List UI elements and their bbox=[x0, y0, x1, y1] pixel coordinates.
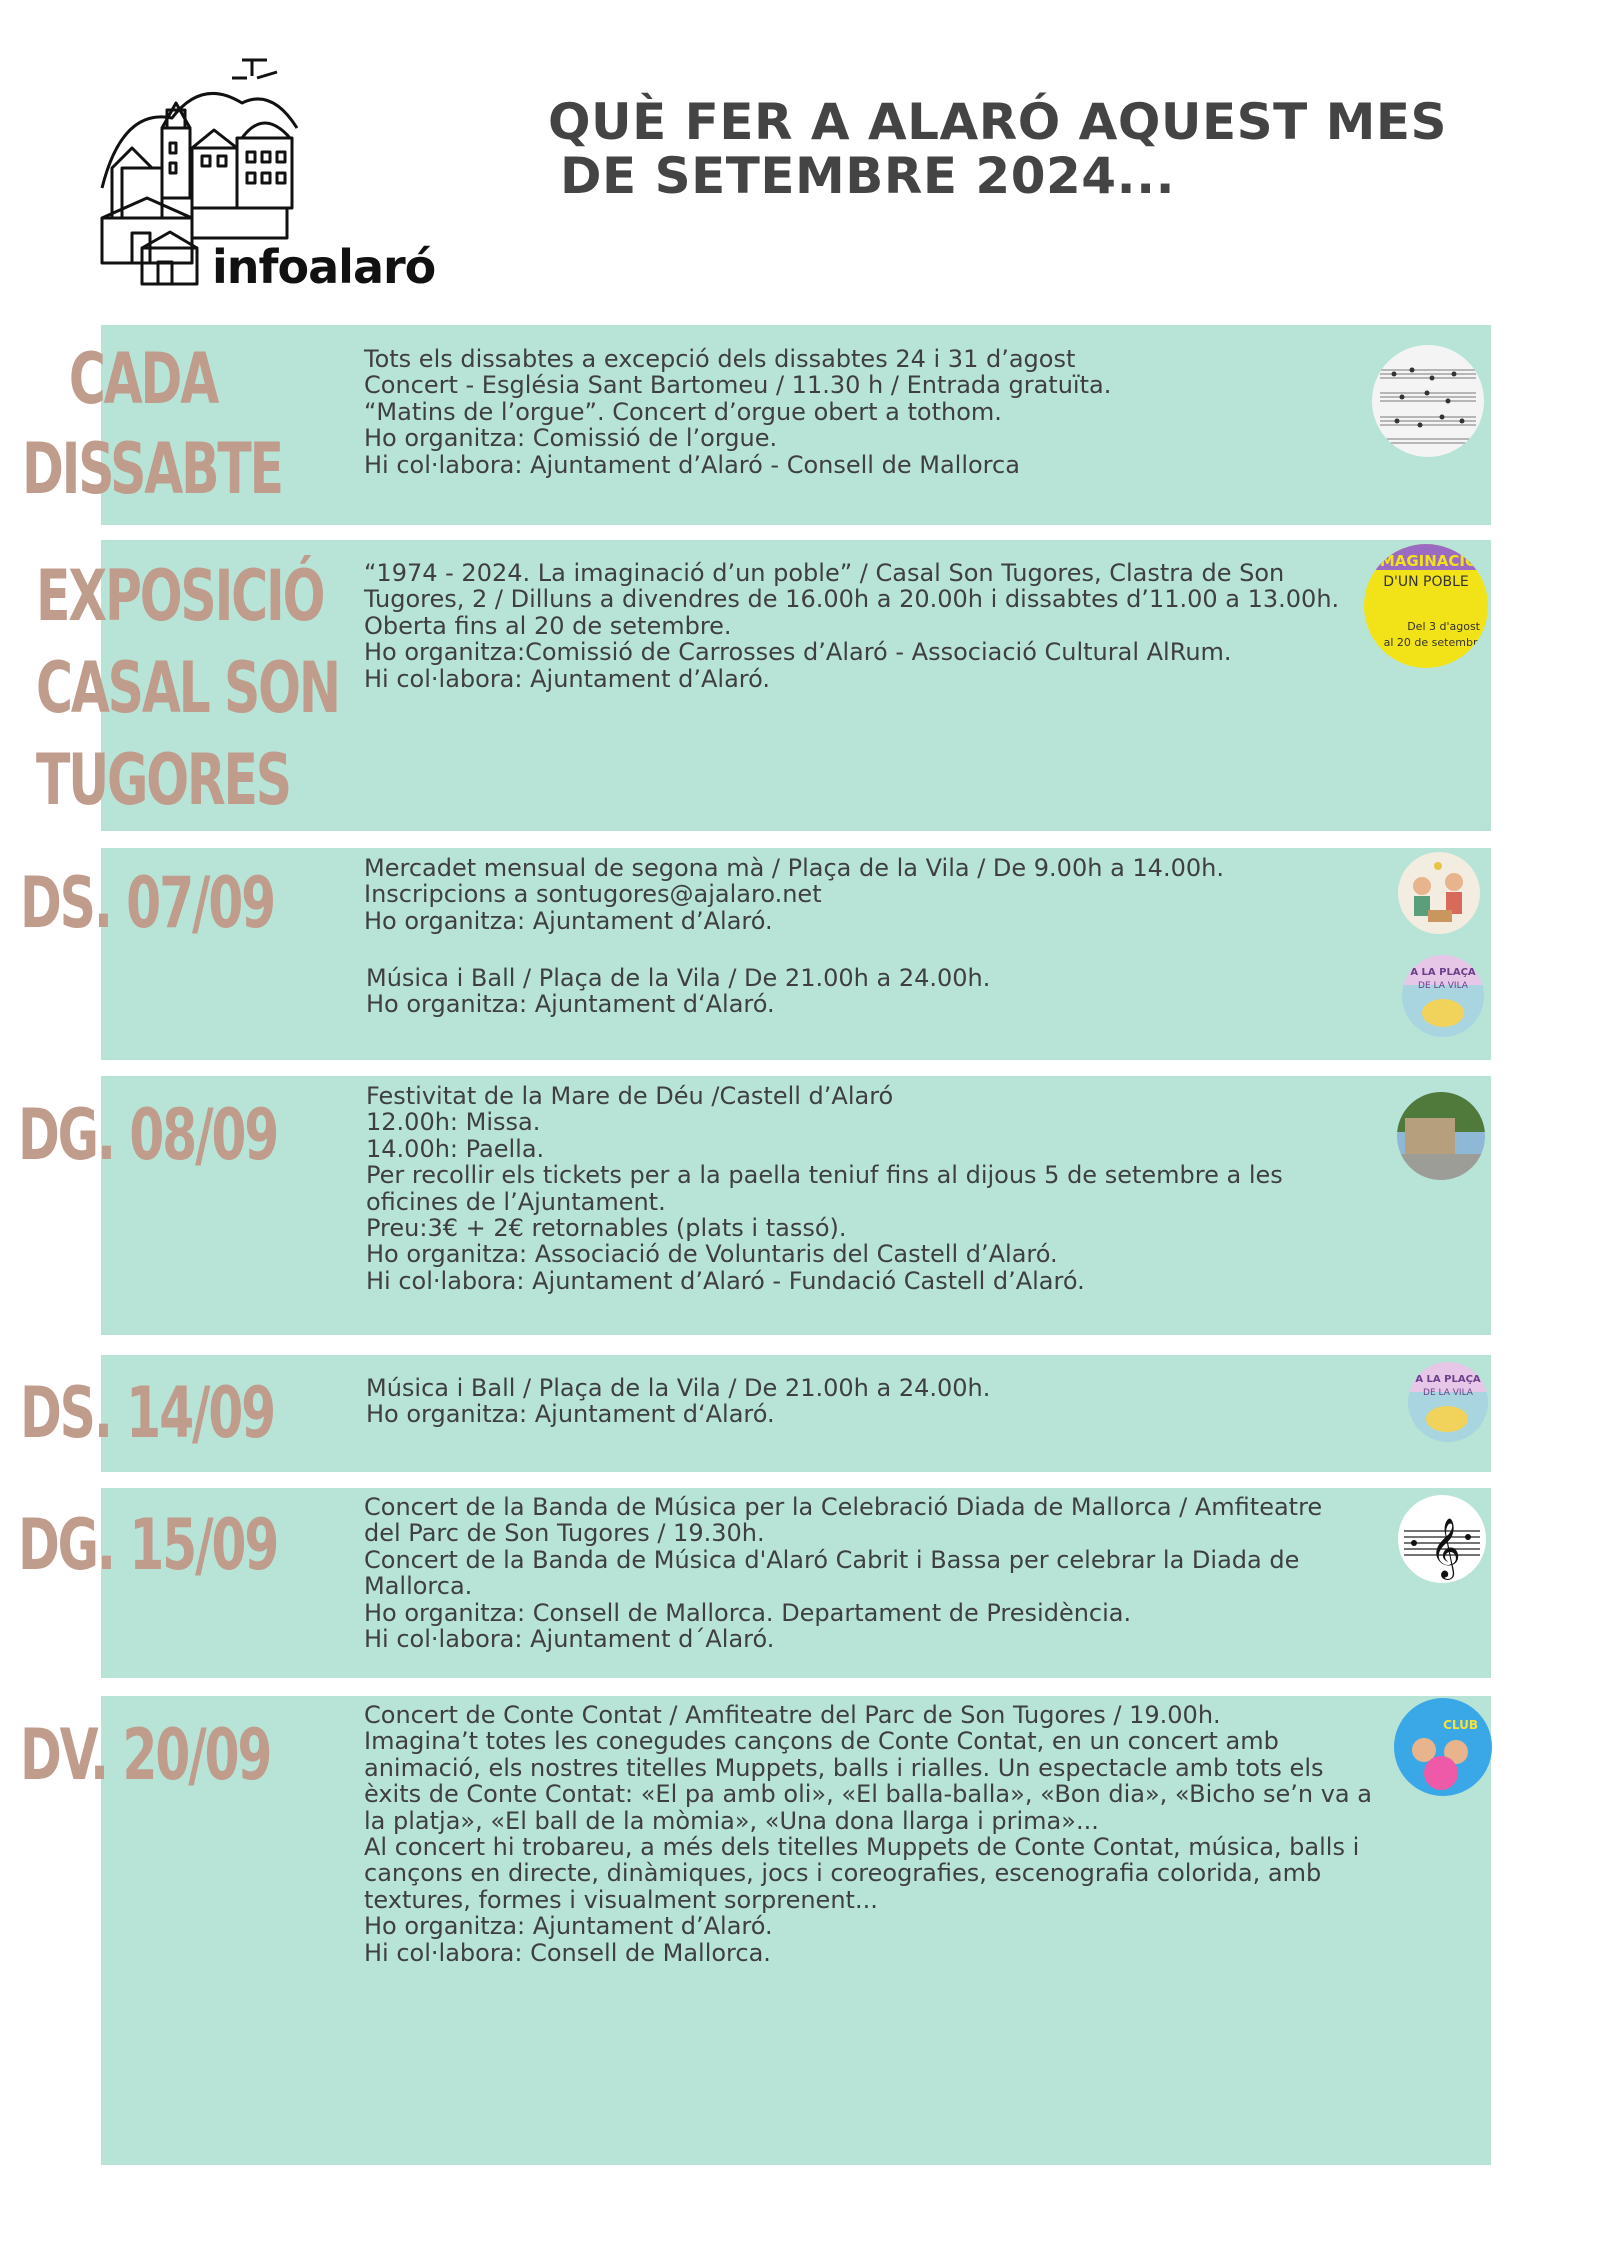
event-line: “1974 - 2024. La imaginació d’un poble” / Casal Son Tugores, Clastra de Son bbox=[364, 559, 1285, 587]
event-line: textures, formes i visualment sorprenent... bbox=[364, 1885, 878, 1914]
event-line: cançons en directe, dinàmiques, jocs i coreografies, escenografia colorida, amb bbox=[364, 1859, 1322, 1888]
treble-clef-thumbnail bbox=[1398, 1495, 1486, 1583]
event-line: Ho organitza:Comissió de Carrosses d’Alaró - Associació Cultural AlRum. bbox=[364, 638, 1232, 667]
event-line: Hi col·labora: Ajuntament d’Alaró - Consell de Mallorca bbox=[364, 450, 1020, 479]
poster-text: al 20 de setembre bbox=[1383, 636, 1484, 649]
poster-text: A LA PLAÇA bbox=[1415, 1374, 1481, 1385]
day-label-line: CASAL SON bbox=[36, 647, 339, 729]
day-label-ds-1409: DS. 14/09 bbox=[20, 1372, 275, 1454]
event-line: Ho organitza: Ajuntament d’Alaró. bbox=[364, 906, 773, 935]
event-line: “Matins de l’orgue”. Concert d’orgue obert a tothom. bbox=[364, 397, 1002, 426]
page-title bbox=[548, 95, 1447, 203]
title-line-1: QUÈ FER A ALARÓ AQUEST MES bbox=[548, 93, 1448, 151]
event-text-dg-1509 bbox=[364, 1494, 1322, 1652]
event-text-ds-0709-a bbox=[364, 855, 1224, 934]
event-line: Per recollir els tickets per a la paella teniuf fins al dijous 5 de setembre a les bbox=[366, 1161, 1283, 1190]
title-line-2: DE SETEMBRE 2024... bbox=[560, 147, 1176, 205]
conte-contat-poster-thumbnail bbox=[1394, 1698, 1492, 1796]
day-label-dg-0809: DG. 08/09 bbox=[18, 1094, 278, 1176]
event-line: animació, els nostres titelles Muppets, balls i rialles. Un espectacle amb tots els bbox=[364, 1753, 1324, 1782]
event-line: Tots els dissabtes a excepció dels dissabtes 24 i 31 d’agost bbox=[364, 345, 1076, 373]
event-line: Mercadet mensual de segona mà / Plaça de la Vila / De 9.00h a 14.00h. bbox=[364, 854, 1224, 882]
event-line: Festivitat de la Mare de Déu /Castell d’Alaró bbox=[366, 1082, 894, 1110]
day-label-line: CADA bbox=[68, 338, 218, 420]
event-line: Hi col·labora: Consell de Mallorca. bbox=[364, 1938, 771, 1967]
poster-text: CLUB bbox=[1443, 1718, 1478, 1732]
event-line: Ho organitza: Comissió de l’orgue. bbox=[364, 424, 778, 453]
event-line: Concert de la Banda de Música d'Alaró Cabrit i Bassa per celebrar la Diada de bbox=[364, 1545, 1300, 1574]
event-line: la platja», «El ball de la mòmia», «Una dona llarga i prima»... bbox=[364, 1806, 1099, 1835]
event-text-dg-0809 bbox=[366, 1083, 1283, 1294]
poster-text: IMAGINACIÓ bbox=[1374, 552, 1478, 570]
event-line: Ho organitza: Associació de Voluntaris del Castell d’Alaró. bbox=[366, 1240, 1058, 1269]
event-line: del Parc de Son Tugores / 19.30h. bbox=[364, 1519, 765, 1548]
event-line: Oberta fins al 20 de setembre. bbox=[364, 611, 732, 640]
day-label-dg-1509: DG. 15/09 bbox=[18, 1504, 278, 1586]
day-label-exposicio bbox=[36, 550, 339, 826]
event-line: Ho organitza: Ajuntament d‘Alaró. bbox=[366, 1400, 775, 1429]
day-label-dv-2009: DV. 20/09 bbox=[20, 1714, 271, 1796]
music-poster-thumbnail bbox=[1408, 1362, 1488, 1442]
infoalaro-logo bbox=[92, 48, 452, 298]
event-line: 12.00h: Missa. bbox=[366, 1108, 541, 1137]
event-line: Concert de la Banda de Música per la Celebració Diada de Mallorca / Amfiteatre bbox=[364, 1493, 1323, 1521]
event-line: Tugores, 2 / Dilluns a divendres de 16.00h a 20.00h i dissabtes d’11.00 a 13.00h. bbox=[364, 585, 1340, 614]
event-text-dv-2009 bbox=[364, 1702, 1372, 1966]
event-line: Ho organitza: Ajuntament d’Alaró. bbox=[364, 1912, 773, 1941]
event-text-ds-0709-b bbox=[366, 965, 990, 1018]
svg-text:𝄞: 𝄞 bbox=[1430, 1518, 1461, 1578]
event-line: Música i Ball / Plaça de la Vila / De 21.00h a 24.00h. bbox=[366, 1374, 991, 1402]
event-line: Ho organitza: Consell de Mallorca. Departament de Presidència. bbox=[364, 1598, 1132, 1627]
exhibition-poster-thumbnail bbox=[1364, 544, 1488, 668]
music-poster-thumbnail bbox=[1402, 955, 1484, 1037]
event-line: Música i Ball / Plaça de la Vila / De 21.00h a 24.00h. bbox=[366, 964, 991, 992]
event-line: Preu:3€ + 2€ retornables (plats i tassó). bbox=[366, 1214, 847, 1243]
castle-photo-thumbnail bbox=[1397, 1092, 1485, 1180]
day-label-cada-dissabte bbox=[22, 334, 282, 514]
event-line: Mallorca. bbox=[364, 1572, 473, 1601]
event-line: Inscripcions a sontugores@ajalaro.net bbox=[364, 880, 822, 909]
day-label-line: EXPOSICIÓ bbox=[36, 555, 324, 637]
day-label-line: TUGORES bbox=[36, 739, 290, 821]
sheet-music-thumbnail bbox=[1372, 345, 1484, 457]
poster-text: DE LA VILA bbox=[1418, 981, 1468, 991]
event-text-ds-1409 bbox=[366, 1375, 990, 1428]
day-label-ds-0709: DS. 07/09 bbox=[20, 862, 275, 944]
poster-text: Del 3 d'agost bbox=[1407, 620, 1480, 633]
event-line: Imagina’t totes les conegudes cançons de Conte Contat, en un concert amb bbox=[364, 1727, 1279, 1756]
logo-text: infoalaró bbox=[212, 240, 436, 294]
event-line: Ho organitza: Ajuntament d‘Alaró. bbox=[366, 990, 775, 1019]
event-text-cada-dissabte bbox=[364, 346, 1111, 478]
event-line: Hi col·labora: Ajuntament d´Alaró. bbox=[364, 1625, 775, 1654]
event-line: Concert de Conte Contat / Amfiteatre del Parc de Son Tugores / 19.00h. bbox=[364, 1701, 1221, 1729]
event-line: Concert - Església Sant Bartomeu / 11.30 h / Entrada gratuïta. bbox=[364, 371, 1112, 400]
event-text-exposicio bbox=[364, 560, 1339, 692]
poster-text: D'UN POBLE bbox=[1383, 574, 1469, 590]
event-line: Hi col·labora: Ajuntament d’Alaró. bbox=[364, 664, 771, 693]
poster-text: DE LA VILA bbox=[1423, 1388, 1473, 1398]
event-line: èxits de Conte Contat: «El pa amb oli», «El balla-balla», «Bon dia», «Bicho se’n va a bbox=[364, 1780, 1372, 1809]
event-line: Al concert hi trobareu, a més dels titelles Muppets de Conte Contat, música, balls i bbox=[364, 1833, 1360, 1862]
event-line: 14.00h: Paella. bbox=[366, 1134, 545, 1163]
event-line: oficines de l’Ajuntament. bbox=[366, 1187, 666, 1216]
market-illustration-thumbnail bbox=[1398, 852, 1480, 934]
day-label-line: DISSABTE bbox=[22, 428, 282, 510]
event-line: Hi col·labora: Ajuntament d’Alaró - Fundació Castell d’Alaró. bbox=[366, 1266, 1085, 1295]
poster-text: A LA PLAÇA bbox=[1410, 967, 1476, 978]
